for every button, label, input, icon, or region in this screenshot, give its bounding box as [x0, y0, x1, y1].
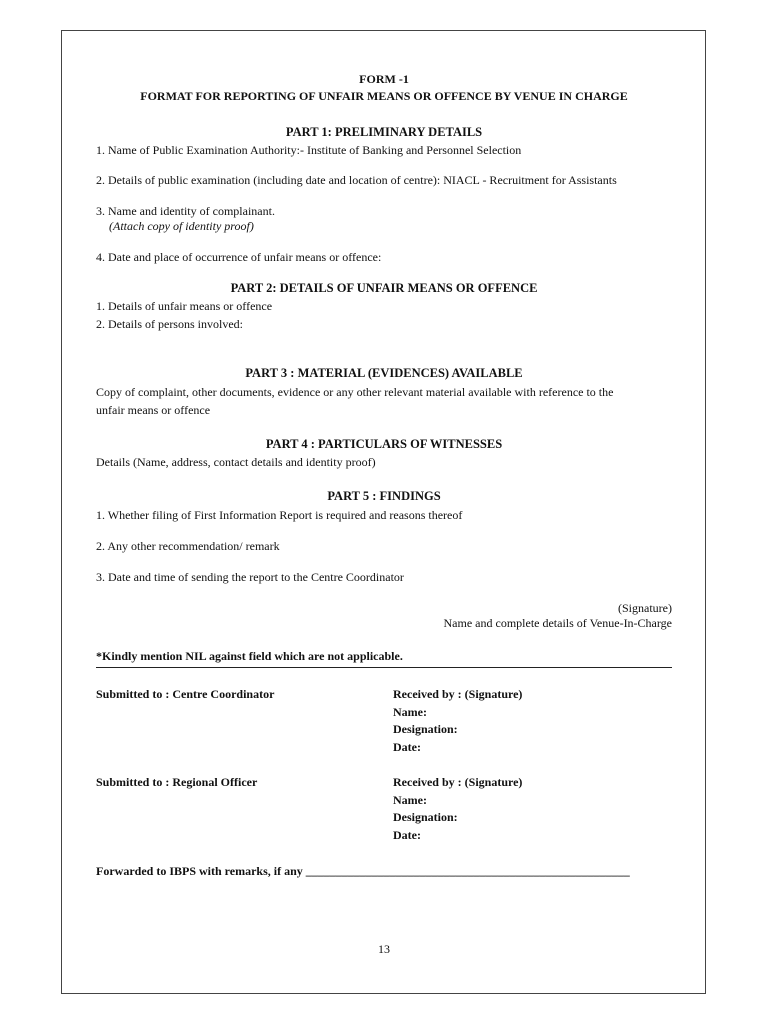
part5-heading: PART 5 : FINDINGS [327, 489, 441, 503]
name-label-1: Name: [393, 705, 427, 719]
form-number: FORM -1 [359, 72, 409, 86]
submitted-to-regional-officer: Submitted to : Regional Officer [96, 775, 258, 789]
part1-item4: 4. Date and place of occurrence of unfair means or offence: [96, 250, 382, 264]
received-by-1: Received by : (Signature) [393, 687, 523, 701]
part5-item3: 3. Date and time of sending the report to the Centre Coordinator [96, 570, 404, 584]
part1-item1: 1. Name of Public Examination Authority:- Institute of Banking and Personnel Selection [96, 143, 522, 157]
signature-label: (Signature) [618, 601, 672, 615]
date-label-1: Date: [393, 740, 421, 754]
divider [96, 667, 672, 668]
part3-line1: Copy of complaint, other documents, evidence or any other relevant material available with reference to the [96, 385, 614, 399]
part3-heading: PART 3 : MATERIAL (EVIDENCES) AVAILABLE [245, 366, 523, 380]
name-label-2: Name: [393, 793, 427, 807]
part2-heading: PART 2: DETAILS OF UNFAIR MEANS OR OFFENCE [230, 281, 538, 295]
part1-item3: 3. Name and identity of complainant. [96, 204, 275, 218]
part4-heading: PART 4 : PARTICULARS OF WITNESSES [265, 437, 503, 451]
part1-item2: 2. Details of public examination (including date and location of centre): NIACL - Recruitment for Assistants [96, 173, 617, 187]
nil-note: *Kindly mention NIL against field which are not applicable. [96, 649, 403, 663]
part1-heading: PART 1: PRELIMINARY DETAILS [285, 125, 483, 139]
part2-item2: 2. Details of persons involved: [96, 317, 243, 331]
forwarded-line: Forwarded to IBPS with remarks, if any ______________________________________________________ [96, 864, 630, 878]
part4-line1: Details (Name, address, contact details and identity proof) [96, 455, 376, 469]
part5-item1: 1. Whether filing of First Information Report is required and reasons thereof [96, 508, 463, 522]
part5-item2: 2. Any other recommendation/ remark [96, 539, 280, 553]
page-number: 13 [378, 942, 390, 956]
date-label-2: Date: [393, 828, 421, 842]
received-by-2: Received by : (Signature) [393, 775, 523, 789]
designation-label-2: Designation: [393, 810, 458, 824]
part1-item3-note: (Attach copy of identity proof) [109, 219, 254, 233]
signature-caption: Name and complete details of Venue-In-Charge [443, 616, 672, 630]
part3-line2: unfair means or offence [96, 403, 211, 417]
designation-label-1: Designation: [393, 722, 458, 736]
submitted-to-centre-coordinator: Submitted to : Centre Coordinator [96, 687, 275, 701]
part2-item1: 1. Details of unfair means or offence [96, 299, 273, 313]
form-title: FORMAT FOR REPORTING OF UNFAIR MEANS OR OFFENCE BY VENUE IN CHARGE [140, 89, 628, 103]
